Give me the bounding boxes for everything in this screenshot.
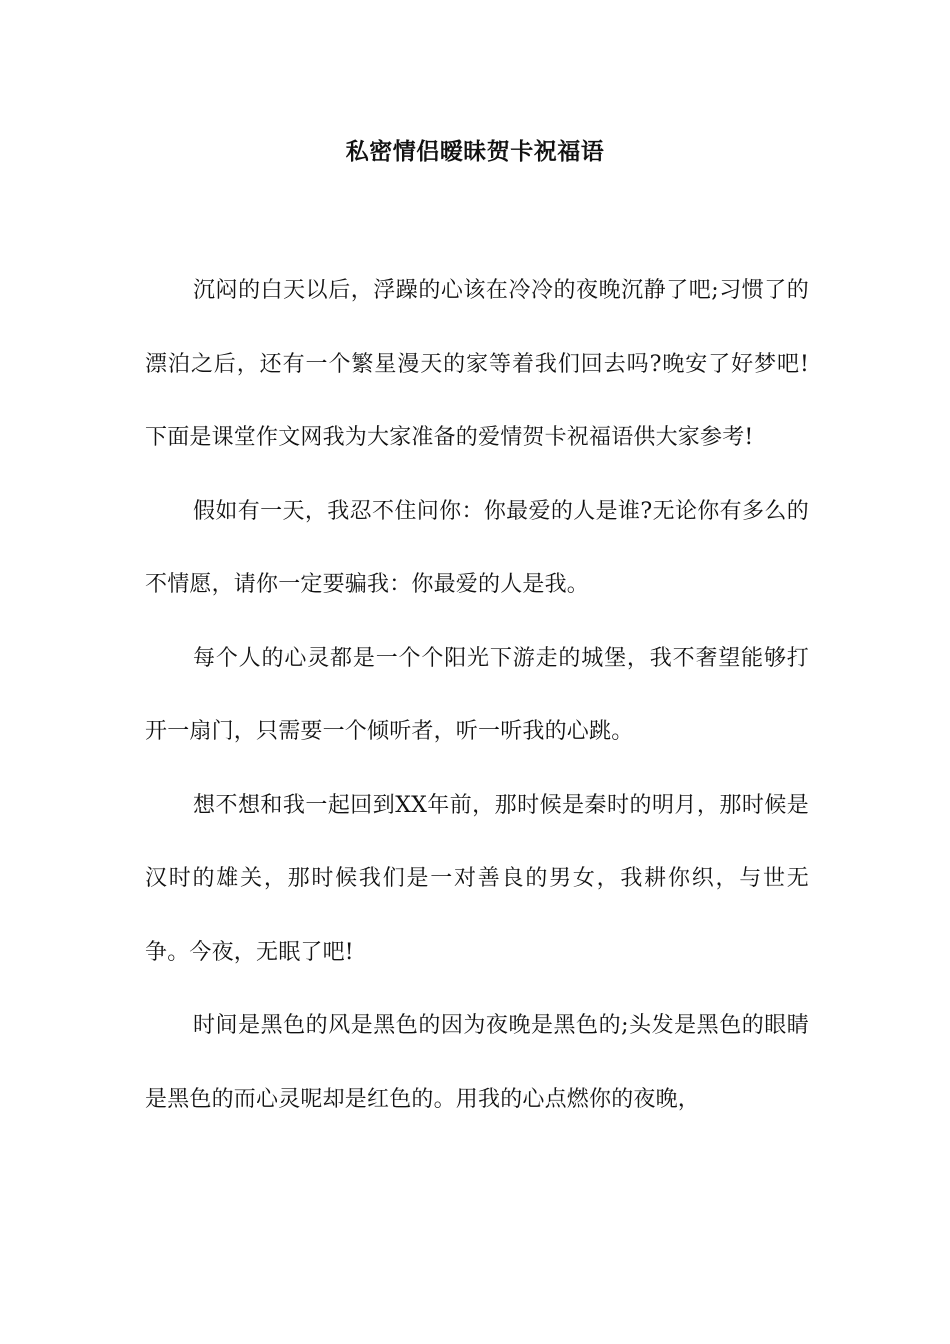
paragraph-4: 想不想和我一起回到XX年前，那时候是秦时的明月，那时候是汉时的雄关，那时候我们是一对善良的男女，我耕你织，与世无争。今夜，无眠了吧! bbox=[145, 792, 809, 965]
paragraph-1: 沉闷的白天以后，浮躁的心该在冷冷的夜晚沉静了吧;习惯了的漂泊之后，还有一个繁星漫天的家等着我们回去吗?晚安了好梦吧!下面是课堂作文网我为大家准备的爱情贺卡祝福语供大家参考! bbox=[145, 278, 809, 450]
paragraph-2: 假如有一天，我忍不住问你：你最爱的人是谁?无论你有多么的不情愿，请你一定要骗我：你最爱的人是我。 bbox=[145, 498, 809, 597]
paragraph-3: 每个人的心灵都是一个个阳光下游走的城堡，我不奢望能够打开一扇门，只需要一个倾听者，听一听我的心跳。 bbox=[145, 645, 809, 744]
paragraph-5: 时间是黑色的风是黑色的因为夜晚是黑色的;头发是黑色的眼睛是黑色的而心灵呢却是红色的。用我的心点燃你的夜晚， bbox=[145, 1013, 809, 1112]
document-body bbox=[145, 254, 809, 1136]
document-title: 私密情侣暧昧贺卡祝福语 bbox=[345, 138, 605, 165]
